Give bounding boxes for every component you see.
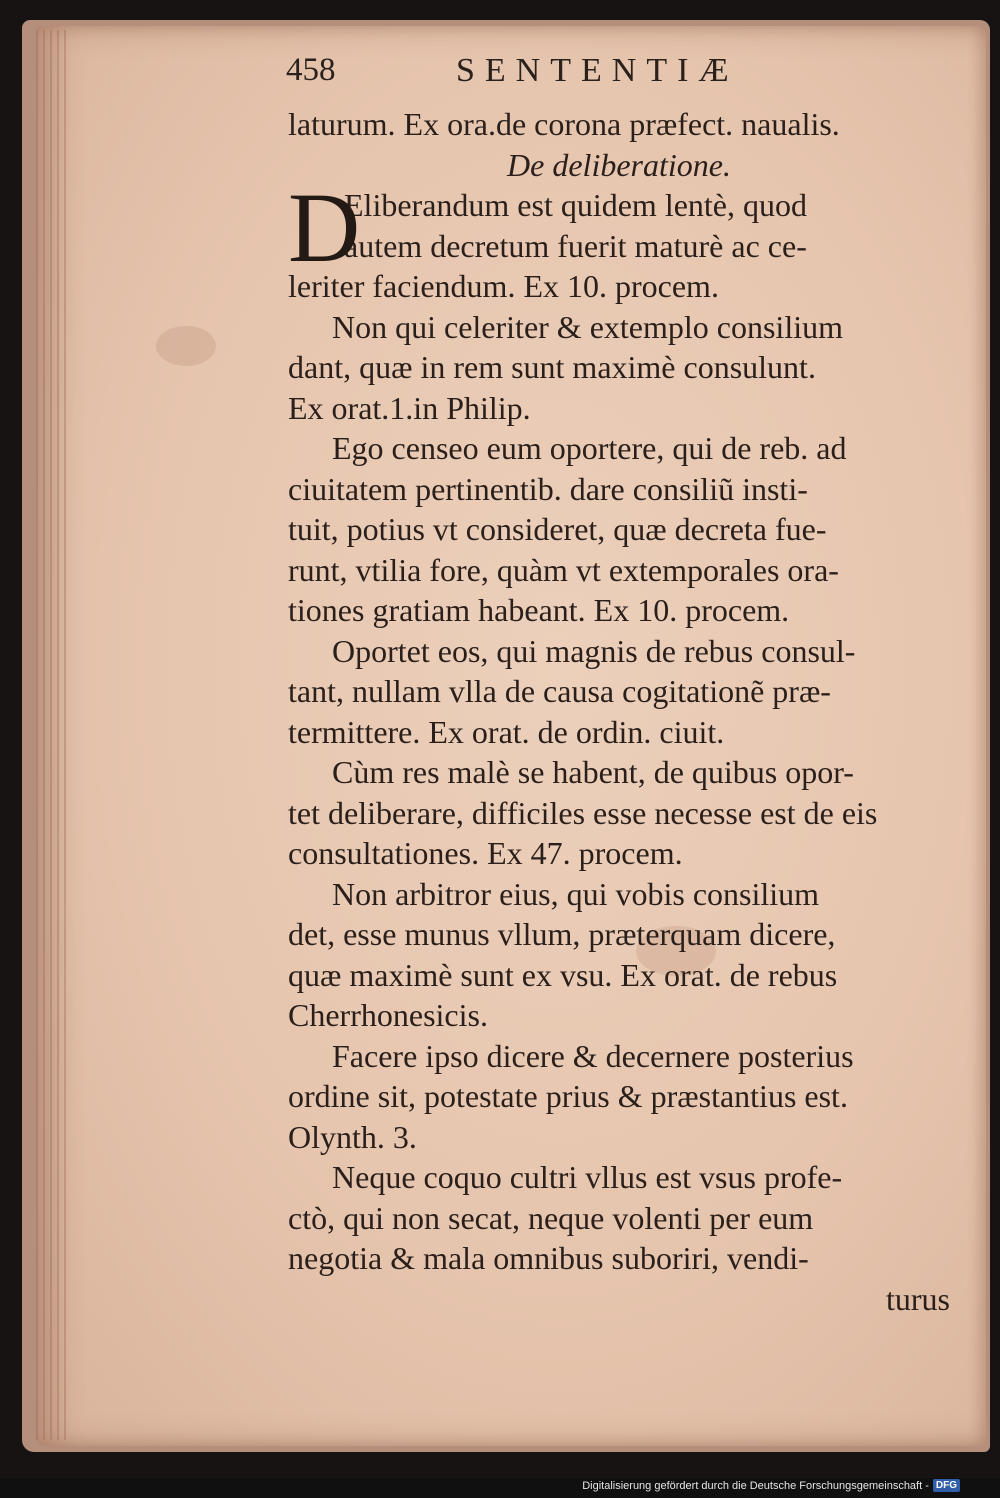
text-line: tiones gratiam habeant. Ex 10. procem. [288,592,790,628]
text-line: Olynth. 3. [288,1118,417,1155]
text-line: negotia & mala omnibus suboriri, vendi- [288,1240,809,1276]
text-line: Facere ipso dicere & decernere posterius [332,1037,854,1074]
text-line: laturum. Ex ora.de corona præfect. naualis. [288,106,840,142]
text-line: quæ maximè sunt ex vsu. Ex orat. de rebus [288,956,838,993]
text-line: tuit, potius vt consideret, quæ decreta fue- [288,511,827,547]
text-line: termittere. Ex orat. de ordin. ciuit. [288,713,725,750]
page-gutter [36,30,70,1440]
text-line: consultationes. Ex 47. procem. [288,835,683,871]
text-line: runt, vtilia fore, quàm vt extemporales ora- [288,551,839,588]
text-line: Neque coquo cultri vllus est vsus profe- [332,1159,843,1195]
text-line: Ego censeo eum oportere, qui de reb. ad [332,430,847,466]
text-line: Non qui celeriter & extemplo consilium [332,308,843,345]
text-line: Non arbitror eius, qui vobis consilium [332,875,820,912]
page-number: 458 [286,52,336,88]
text-line: tant, nullam vlla de causa cogitationẽ præ- [288,673,831,709]
page-header [286,52,966,98]
text-line: Cùm res malè se habent, de quibus opor- [332,754,854,790]
text-line: tet deliberare, difficiles esse necesse est de eis [288,794,878,831]
drop-cap-letter: D [288,172,361,283]
text-line: dant, quæ in rem sunt maximè consulunt. [288,349,816,385]
text-line: leriter faciendum. Ex 10. procem. [288,268,719,304]
credit-text: Digitalisierung gefördert durch die Deutsche Forschungsgemeinschaft - [582,1479,929,1492]
text-line: autem decretum fuerit maturè ac ce- [344,227,807,264]
text-line: Cherrhonesicis. [288,997,488,1033]
dfg-logo: DFG [933,1479,960,1492]
text-line: Eliberandum est quidem lentè, quod [344,187,807,223]
text-line: ciuitatem pertinentib. dare consiliũ insti- [288,470,808,507]
text-line: Oportet eos, qui magnis de rebus consul- [332,632,856,669]
text-line: ctò, qui non secat, neque volenti per eum [288,1199,814,1236]
drop-cap-paragraph [288,172,950,283]
section-heading: De deliberatione. [507,146,731,183]
text-line: ordine sit, potestate prius & præstantius est. [288,1078,848,1114]
catchword: turus [886,1280,950,1317]
digitization-credit [582,1479,960,1492]
text-block [288,104,950,1319]
text-line: Ex orat.1.in Philip. [288,389,531,426]
paper-stain [156,326,216,366]
text-line: det, esse munus vllum, præterquam dicere, [288,916,836,952]
running-title: SENTENTIÆ [456,52,739,89]
